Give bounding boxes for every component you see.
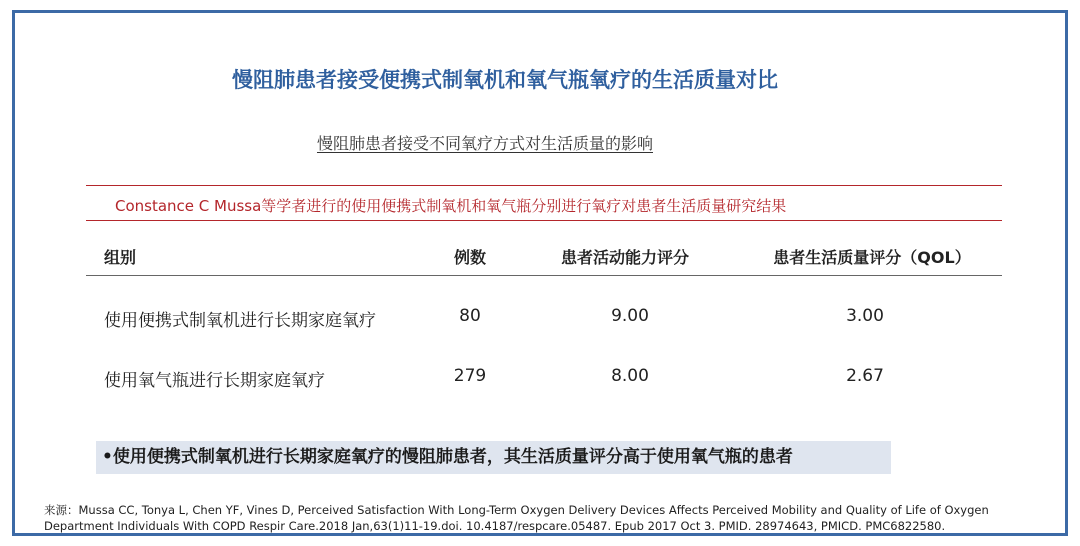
conclusion-highlight: •使用便携式制氧机进行长期家庭氧疗的慢阻肺患者，其生活质量评分高于使用氧气瓶的患者 <box>96 441 891 474</box>
red-divider-top <box>86 185 1002 186</box>
row1-count: 80 <box>459 306 481 326</box>
source-line-1: 来源：Mussa CC, Tonya L, Chen YF, Vines D, Perceived Satisfaction With Long-Term Oxygen Delivery Devices Affects Perceived Mobility and Quality of Life of Oxygen <box>44 503 989 517</box>
row2-activity: 8.00 <box>611 366 649 386</box>
source-citation <box>44 502 1044 534</box>
row2-count: 279 <box>453 366 487 386</box>
header-group: 组别 <box>104 248 137 267</box>
row1-group: 使用便携式制氧机进行长期家庭氧疗 <box>104 311 376 331</box>
slide-subtitle <box>0 131 970 154</box>
header-count: 例数 <box>453 248 486 267</box>
study-description: Constance C Mussa等学者进行的使用便携式制氧机和氧气瓶分别进行氧疗对患者生活质量研究结果 <box>115 197 787 215</box>
header-divider <box>86 275 1002 276</box>
subtitle-text: 慢阻肺患者接受不同氧疗方式对生活质量的影响 <box>316 134 653 153</box>
source-line-2: Department Individuals With COPD Respir Care.2018 Jan,63(1)11-19.doi. 10.4187/respcare.05487. Epub 2017 Oct 3. PMID. 28974643, PMICD. PMC6822580. <box>44 519 946 533</box>
row2-qol: 2.67 <box>846 366 884 386</box>
slide-title: 慢阻肺患者接受便携式制氧机和氧气瓶氧疗的生活质量对比 <box>232 68 778 92</box>
header-activity-score: 患者活动能力评分 <box>560 248 689 267</box>
red-divider-bottom <box>86 220 1002 221</box>
row2-group: 使用氧气瓶进行长期家庭氧疗 <box>104 371 325 391</box>
header-qol-score: 患者生活质量评分（QOL） <box>773 248 971 267</box>
row1-qol: 3.00 <box>846 306 884 326</box>
row1-activity: 9.00 <box>611 306 649 326</box>
